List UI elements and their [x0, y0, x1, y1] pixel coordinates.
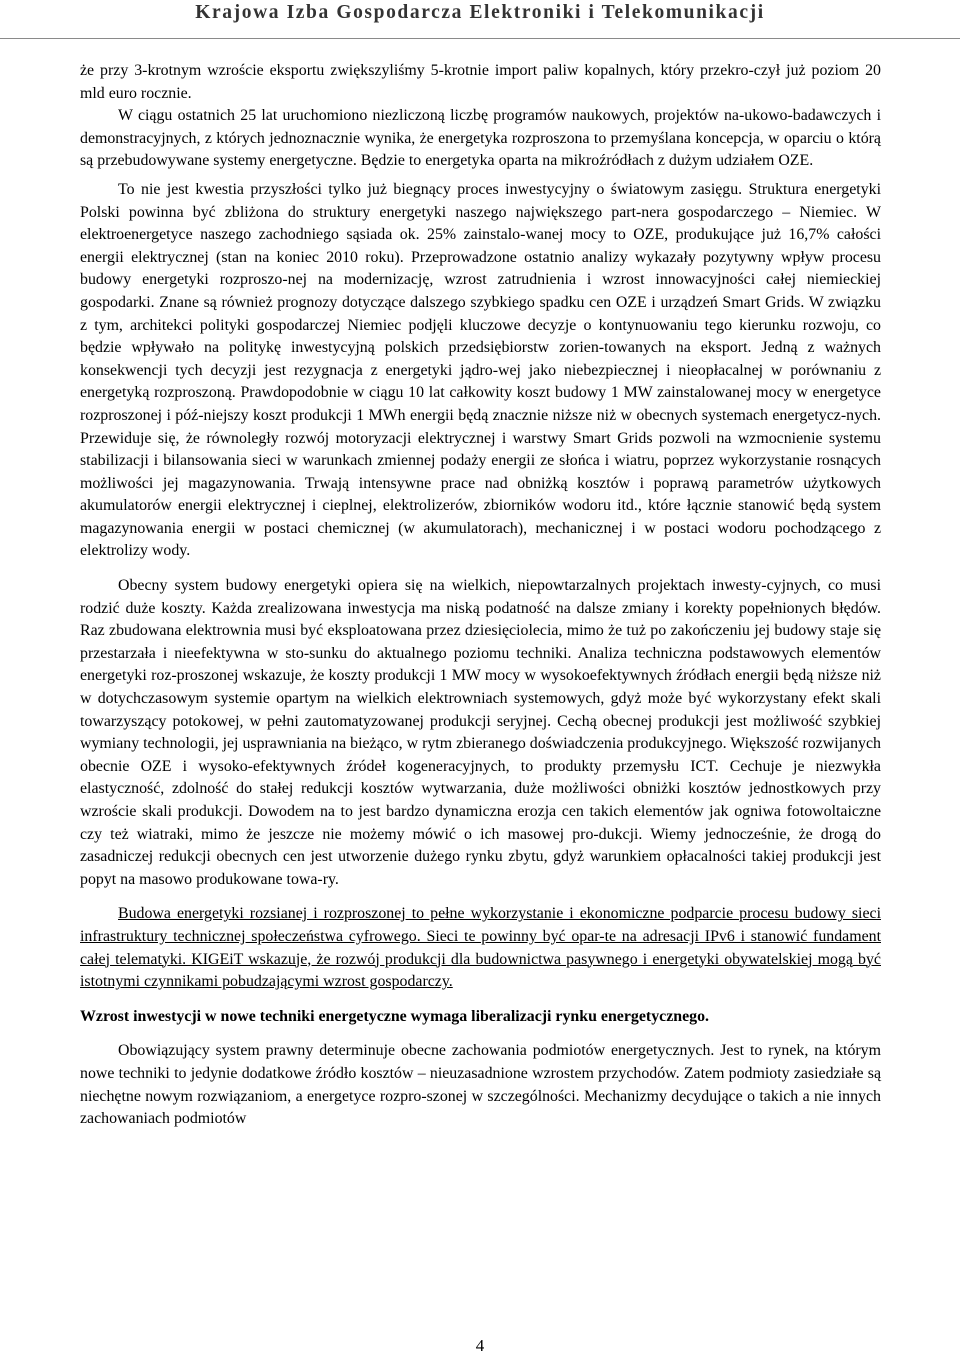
section-heading: Wzrost inwestycji w nowe techniki energetyczne wymaga liberalizacji rynku energetycznego. [80, 1007, 710, 1025]
paragraph-kigeit-statement [80, 903, 881, 993]
page-header [0, 0, 960, 40]
header-title: Krajowa Izba Gospodarcza Elektroniki i Telekomunikacji [195, 2, 765, 23]
header-divider [0, 38, 960, 39]
document-body [80, 60, 881, 1131]
page-number: 4 [475, 1336, 485, 1355]
paragraph-continuation: że przy 3-krotnym wzroście eksportu zwiększyliśmy 5-krotnie import paliw kopalnych, który przekro-czył już poziom 20 mld euro rocznie. [80, 62, 881, 102]
paragraph-germany-comparison: To nie jest kwestia przyszłości tylko już biegnący proces inwestycyjny o światowym zasięgu. Struktura energetyki Polski powinna być zbliżona do struktury energetyki naszego największego part-nera gospodarczego – Niemiec. W elektroenergetyce naszego zachodniego sąsiada ok. 25% zainstalo-wanej mocy to OZE, produkujące już 16,7% całości energii elektrycznej (stan na koniec 2010 roku). Przeprowadzone ostatnio analizy wykazały pozytywny wpływ procesu budowy energetyki rozproszo-nej na modernizację, wzrost zatrudnienia i wzrost innowacyjności całej niemieckiej gospodarki. Znane są również prognozy dotyczące dalszego szybkiego spadku cen OZE i urządzeń Smart Grids. W związku z tym, architekci polityki gospodarczej Niemiec podjęli kluczowe decyzje o kontynuowaniu tego kierunku rozwoju, co będzie wpływało na politykę inwestycyjną polskich przedsiębiorstw zorien-towanych na eksport. Jedną z ważnych konsekwencji tych decyzji jest rezygnacja z energetyki jądro-wej jako niebezpiecznej i nieopłacalnej w porównaniu z energetyką rozproszoną. Prawdopodobnie w ciągu 10 lat całkowity koszt budowy 1 MW zainstalowanej mocy w energetyce rozproszonej i póź-niejszy koszt produkcji 1 MWh energii będą znacznie niższe niż w obecnych systemach energetycz-nych. Przewiduje się, że równoległy rozwój motoryzacji elektrycznej i warstwy Smart Grids pozwoli na wzmocnienie systemu stabilizacji i bilansowania sieci w warunkach zmiennej podaży energii ze słońca i wiatru, poprzez wykorzystanie rosnących możliwości jej magazynowania. Trwają intensywne prace nad obniżką kosztów i poprawą parametrów użytkowych akumulatorów energii elektrycznej i cieplnej, elektrolizerów, zbiorników wodoru itd., które łącznie stanowić będą system magazynowania energii w postaci chemicznej (w akumulatorach), mechanicznej i w postaci wodoru pochodzącego z elektrolizy wody. [80, 180, 881, 560]
paragraph-current-system: Obecny system budowy energetyki opiera się na wielkich, niepowtarzalnych projektach inwesty-cyjnych, co musi rodzić duże koszty. Każda zrealizowana inwestycja ma niską podatność na dalsze zmiany i korekty popełnionych błędów. Raz zbudowana elektrownia musi być eksploatowana przez dziesięciolecia, mimo że tuż po zakończeniu jej budowy staje się przestarzała i nieefektywna w sto-sunku do aktualnego poziomu techniki. Analiza techniczna podstawowych elementów energetyki roz-proszonej wskazuje, że koszty produkcji 1 MW mocy w wysokoefektywnych źródłach energii będą niższe niż w dotychczasowym systemie opartym na wielkich elektrowniach systemowych, gdyż może być wykorzystany efekt skali towarzyszący potokowej, w pełni zautomatyzowanej produkcji seryjnej. Cechą obecnej produkcji jest możliwość szybkiej wymiany technologii, jej usprawniania na bieżąco, w rytm zbieranego doświadczenia produkcyjnego. Większość rozwijanych obecnie OZE i wysoko-efektywnych źródeł kogeneracyjnych, to produkty przemysłu ICT. Cechuje je niezwykła elastyczność, zdolność do stałej redukcji kosztów wytwarzania, duże możliwości obniżki kosztów jednostkowych przy wzroście skali produkcji. Dowodem na to jest bardzo dynamiczna erozja cen takich elementów jak ogniwa fotowoltaiczne czy też wiatraki, mimo że jeszcze nie możemy mówić o ich masowej pro-dukcji. Wiemy jednocześnie, że drogą do zasadniczej redukcji obecnych cen jest utworzenie dużego rynku zbytu, gdyż warunkiem opłacalności takiej produkcji jest popyt na masowo produkowane towa-ry. [80, 577, 881, 888]
paragraph-legal-system: Obowiązujący system prawny determinuje obecne zachowania podmiotów energetycznych. Jest to rynek, na którym nowe techniki to jedynie dodatkowe źródło kosztów – nieuzasadnione wzrostem przychodów. Zatem podmioty zasiedziałe są niechętne nowym rozwiązaniom, a energetyce rozpro-szonej w szczególności. Mechanizmy decydujące o takich a nie innych zachowaniach podmiotów [80, 1042, 881, 1128]
paragraph-research-programs: W ciągu ostatnich 25 lat uruchomiono niezliczoną liczbę programów naukowych, projektów na-ukowo-badawczych i demonstracyjnych, z których jednoznacznie wynika, że energetyka rozproszona to przemyślana koncepcja, w oparciu o którą są przebudowywane systemy energetyczne. Będzie to energetyka oparta na mikroźródłach z dużym udziałem OZE. [80, 107, 881, 170]
underlined-text: Budowa energetyki rozsianej i rozproszonej to pełne wykorzystanie i ekonomiczne podparcie procesu budowy sieci infrastruktury technicznej społeczeństwa cyfrowego. Sieci te powinny być opar-te na adresacji IPv6 i stanowić fundament całej telematyki. KIGEiT wskazuje, że rozwój produkcji dla budownictwa pasywnego i energetyki obywatelskiej mogą być istotnymi czynnikami pobudzającymi wzrost gospodarczy. [80, 905, 881, 991]
